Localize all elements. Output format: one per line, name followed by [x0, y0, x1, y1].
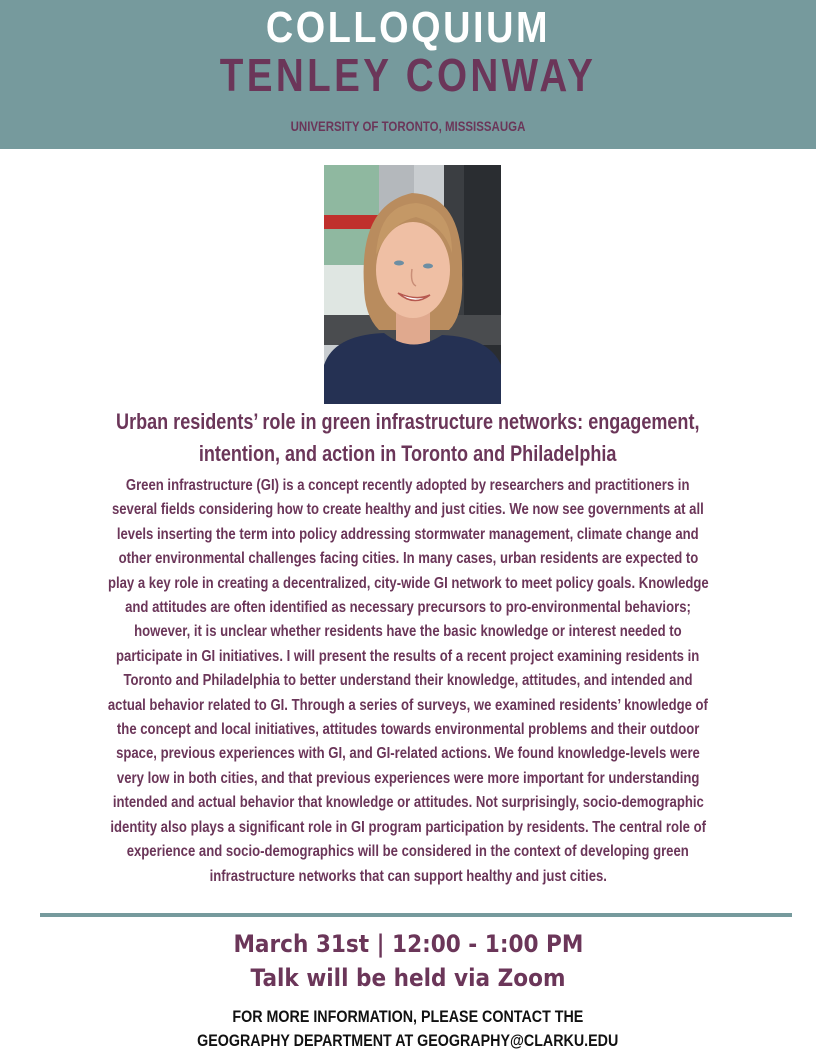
abstract-line: actual behavior related to GI. Through a series of surveys, we examined residents’ knowledge of	[107, 696, 709, 714]
event-venue-text: Talk will be held via Zoom	[250, 964, 566, 992]
abstract-line: play a key role in creating a decentralized, city-wide GI network to meet policy goals. Knowledge	[107, 574, 709, 592]
speaker-affiliation: UNIVERSITY OF TORONTO, MISSISSAUGA	[290, 118, 526, 134]
talk-title	[40, 406, 776, 470]
abstract-line: and attitudes are often identified as necessary precursors to pro-environmental behaviors;	[125, 599, 691, 617]
abstract-line: other environmental challenges facing cities. In many cases, urban residents are expected to	[118, 550, 698, 568]
abstract-line: intended and actual behavior that knowledge or attitudes. Not surprisingly, socio-demographic	[112, 794, 704, 812]
speaker-photo	[324, 165, 501, 404]
abstract-line: space, previous experiences with GI, and GI-related actions. We found knowledge-levels were	[116, 745, 700, 763]
abstract-line: however, it is unclear whether residents have the basic knowledge or interest needed to	[134, 623, 682, 641]
abstract-line: Green infrastructure (GI) is a concept recently adopted by researchers and practitioners in	[126, 477, 690, 494]
contact-line: FOR MORE INFORMATION, PLEASE CONTACT THE	[232, 1007, 584, 1026]
event-type-heading: COLLOQUIUM	[265, 3, 551, 52]
abstract-line: the concept and local initiatives, attitudes towards environmental problems and their outdoor	[116, 721, 700, 739]
event-date-time-text: March 31st | 12:00 - 1:00 PM	[233, 930, 583, 958]
talk-title-line: intention, and action in Toronto and Philadelphia	[199, 441, 617, 466]
abstract-line: participate in GI initiatives. I will present the results of a recent project examining residents in	[116, 647, 700, 665]
talk-abstract	[30, 474, 786, 889]
abstract-line: several fields considering how to create healthy and just cities. We now see governments at all	[112, 501, 704, 519]
abstract-line: very low in both cities, and that previous experiences were more important for understanding	[116, 769, 700, 787]
event-date-time	[0, 929, 816, 959]
abstract-line: infrastructure networks that can support healthy and just cities.	[209, 867, 607, 885]
abstract-line: experience and socio-demographics will be considered in the context of developing green	[126, 843, 690, 861]
speaker-name: TENLEY CONWAY	[219, 49, 597, 101]
abstract-line: Toronto and Philadelphia to better understand their knowledge, attitudes, and intended and	[123, 672, 693, 690]
event-venue	[0, 963, 816, 993]
abstract-line: identity also plays a significant role in GI program participation by residents. The central role of	[110, 818, 706, 836]
section-divider	[40, 913, 792, 917]
contact-email-line: GEOGRAPHY DEPARTMENT AT GEOGRAPHY@CLARKU.EDU	[197, 1031, 619, 1050]
abstract-line: levels inserting the term into policy addressing stormwater management, climate change and	[117, 525, 699, 543]
contact-info	[0, 1005, 816, 1053]
talk-title-line: Urban residents’ role in green infrastructure networks: engagement,	[116, 409, 700, 434]
portrait-image	[324, 165, 501, 404]
header-band	[0, 0, 816, 149]
